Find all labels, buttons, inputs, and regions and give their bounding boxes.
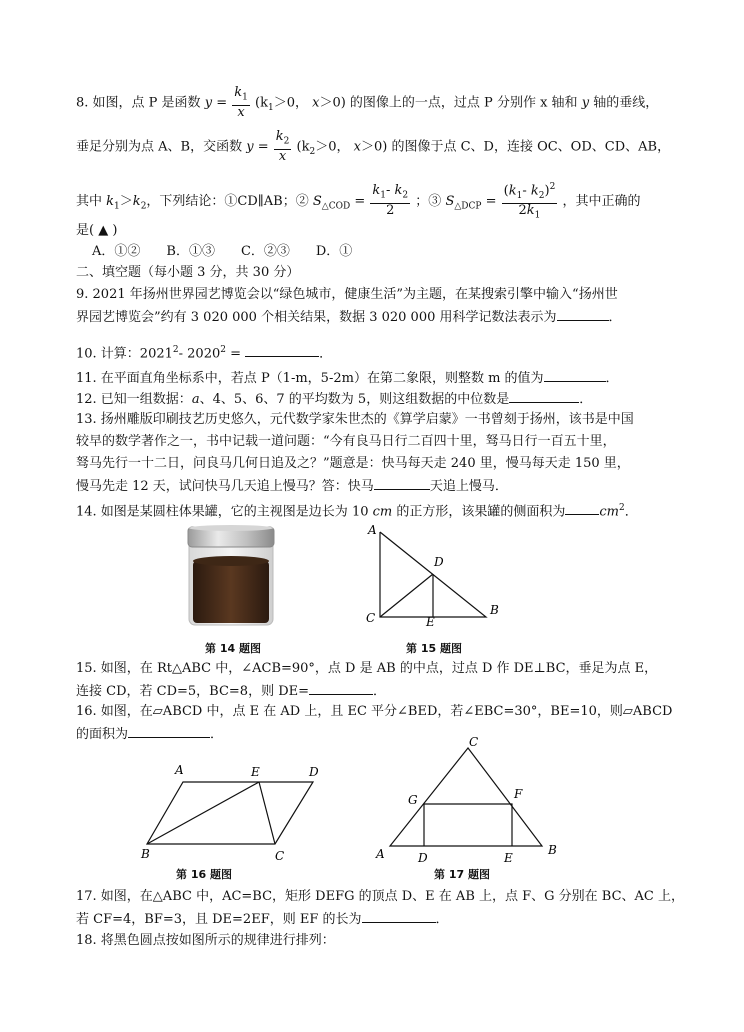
q16-line2: 的面积为 ． bbox=[76, 727, 224, 742]
figure-16 bbox=[135, 756, 330, 862]
q12: 12. 已知一组数据：a、4、5、6、7 的平均数为 5，则这组数据的中位数是 ． bbox=[76, 392, 593, 407]
label-F: F bbox=[514, 787, 523, 801]
q13-line2: 较早的数学著作之一，书中记载一道问题：“今有良马日行二百四十里，驽马日行一百五十里， bbox=[76, 434, 616, 449]
q8-line3: 其中 $k_1>k_2$，下列结论：①CD∥AB；② $S_{\triangle COD}$ = $\frac{k_1- k_2}{2}$ ；③ $S_{\triangle DCP}$ = $\frac{(k_1- k_2)^2}{2k_1}$ ，其中正确的 bbox=[76, 182, 641, 221]
q15-line2: 连接 CD，若 CD=5，BC=8，则 DE= ． bbox=[76, 684, 387, 699]
label-A: A bbox=[175, 763, 184, 777]
q13-line4: 慢马先走 12 天，试问快马几天追上慢马？答：快马 天追上慢马． bbox=[76, 479, 508, 494]
label-E: E bbox=[251, 765, 260, 779]
q8-line2: 垂足分别为点 A、B，交函数 y = $\frac{k_2}{x}$ ($k_2>0$， x＞0) 的图像于点 C、D，连接 OC、OD、CD、AB， bbox=[76, 129, 671, 164]
q13-line3: 驽马先行一十二日，问良马几何日追及之？”题意是：快马每天走 240 里，慢马每天走 150 里， bbox=[76, 456, 630, 471]
q10: 10. 计算：2021$^2$- $2020^2$ = ． bbox=[76, 345, 333, 362]
q8-line4: 是( ▲ ) bbox=[76, 223, 118, 238]
figure-caption-15: 第 15 题图 bbox=[406, 642, 462, 655]
q15-line1: 15. 如图，在 Rt△ABC 中，∠ACB=90°，点 D 是 AB 的中点，过点 D 作 DE⊥BC，垂足为点 E， bbox=[76, 661, 658, 676]
q17-line2: 若 CF=4，BF=3，且 DE=2EF，则 EF 的长为 ． bbox=[76, 912, 449, 927]
section-heading: 二、填空题（每小题 3 分，共 30 分） bbox=[76, 265, 300, 280]
figure-caption-17: 第 17 题图 bbox=[434, 868, 490, 881]
fraction-dcp-area: $\frac{(k_1- k_2)^2}{2k_1}$ bbox=[503, 182, 556, 221]
q8-options: A．①② B．①③ C．②③ D．① bbox=[92, 244, 353, 259]
label-A: A bbox=[368, 523, 377, 537]
label-C: C bbox=[275, 849, 285, 862]
answer-blank bbox=[565, 502, 599, 515]
answer-blank bbox=[544, 369, 606, 382]
label-B: B bbox=[548, 843, 557, 857]
label-E: E bbox=[504, 851, 513, 862]
q8-text: 8. 如图，点 P 是函数 bbox=[76, 95, 201, 111]
label-C: C bbox=[366, 611, 376, 625]
answer-blank bbox=[374, 477, 430, 490]
answer-blank bbox=[128, 725, 210, 738]
label-G: G bbox=[408, 793, 418, 807]
answer-blank bbox=[245, 344, 319, 357]
fraction-k1-x: $\frac{k_1}{x}$ bbox=[234, 85, 248, 120]
q16-line1: 16. 如图，在▱ABCD 中，点 E 在 AD 上，且 EC 平分∠BED，若∠EBC=30°，BE=10，则▱ABCD bbox=[76, 704, 673, 719]
q11: 11. 在平面直角坐标系中，若点 P（1-m，5-2m）在第二象限，则整数 m 的值为 ． bbox=[76, 371, 619, 386]
figure-caption-14: 第 14 题图 bbox=[205, 642, 261, 655]
label-D: D bbox=[434, 555, 444, 569]
fraction-k1-minus-k2-over-2: $\frac{k_1- k_2}{2}$ bbox=[372, 183, 409, 219]
label-C: C bbox=[469, 735, 479, 749]
q9-line2: 界园艺博览会”约有 3 020 000 个相关结果，数据 3 020 000 用科学记数法表示为 ． bbox=[76, 310, 622, 325]
fraction-k2-x: $\frac{k_2}{x}$ bbox=[275, 129, 290, 164]
q13-line1: 13. 扬州雕版印刷技艺历史悠久，元代数学家朱世杰的《算学启蒙》一书曾刻于扬州，该书是中国 bbox=[76, 412, 634, 427]
label-E: E bbox=[426, 615, 435, 627]
q14: 14. 如图是某圆柱体果罐，它的主视图是边长为 10 cm 的正方形，该果罐的侧面积为 $cm^2$． bbox=[76, 503, 638, 520]
answer-blank bbox=[557, 308, 609, 321]
answer-blank bbox=[309, 682, 373, 695]
figure-17 bbox=[372, 732, 567, 862]
figure-15 bbox=[358, 522, 508, 627]
label-A: A bbox=[376, 847, 385, 861]
answer-blank bbox=[362, 910, 436, 923]
q18: 18. 将黑色圆点按如图所示的规律进行排列： bbox=[76, 933, 335, 948]
figure-caption-16: 第 16 题图 bbox=[176, 868, 232, 881]
q9-line1: 9. 2021 年扬州世界园艺博览会以“绿色城市，健康生活”为主题，在某搜索引擎中输入“扬州世 bbox=[76, 287, 618, 302]
label-D: D bbox=[418, 851, 428, 862]
label-B: B bbox=[141, 847, 150, 861]
label-B: B bbox=[490, 603, 499, 617]
q17-line1: 17. 如图，在△ABC 中，AC=BC，矩形 DEFG 的顶点 D、E 在 AB 上，点 F、G 分别在 BC、AC 上， bbox=[76, 889, 685, 904]
answer-blank bbox=[509, 390, 579, 403]
jar-figure bbox=[183, 525, 279, 630]
q8-line1: 8. 如图，点 P 是函数 y = $\frac{k_1}{x}$ ($k_1>0$， x＞0) 的图像上的一点，过点 P 分别作 x 轴和 y 轴的垂线， bbox=[76, 85, 659, 120]
label-D: D bbox=[309, 765, 319, 779]
